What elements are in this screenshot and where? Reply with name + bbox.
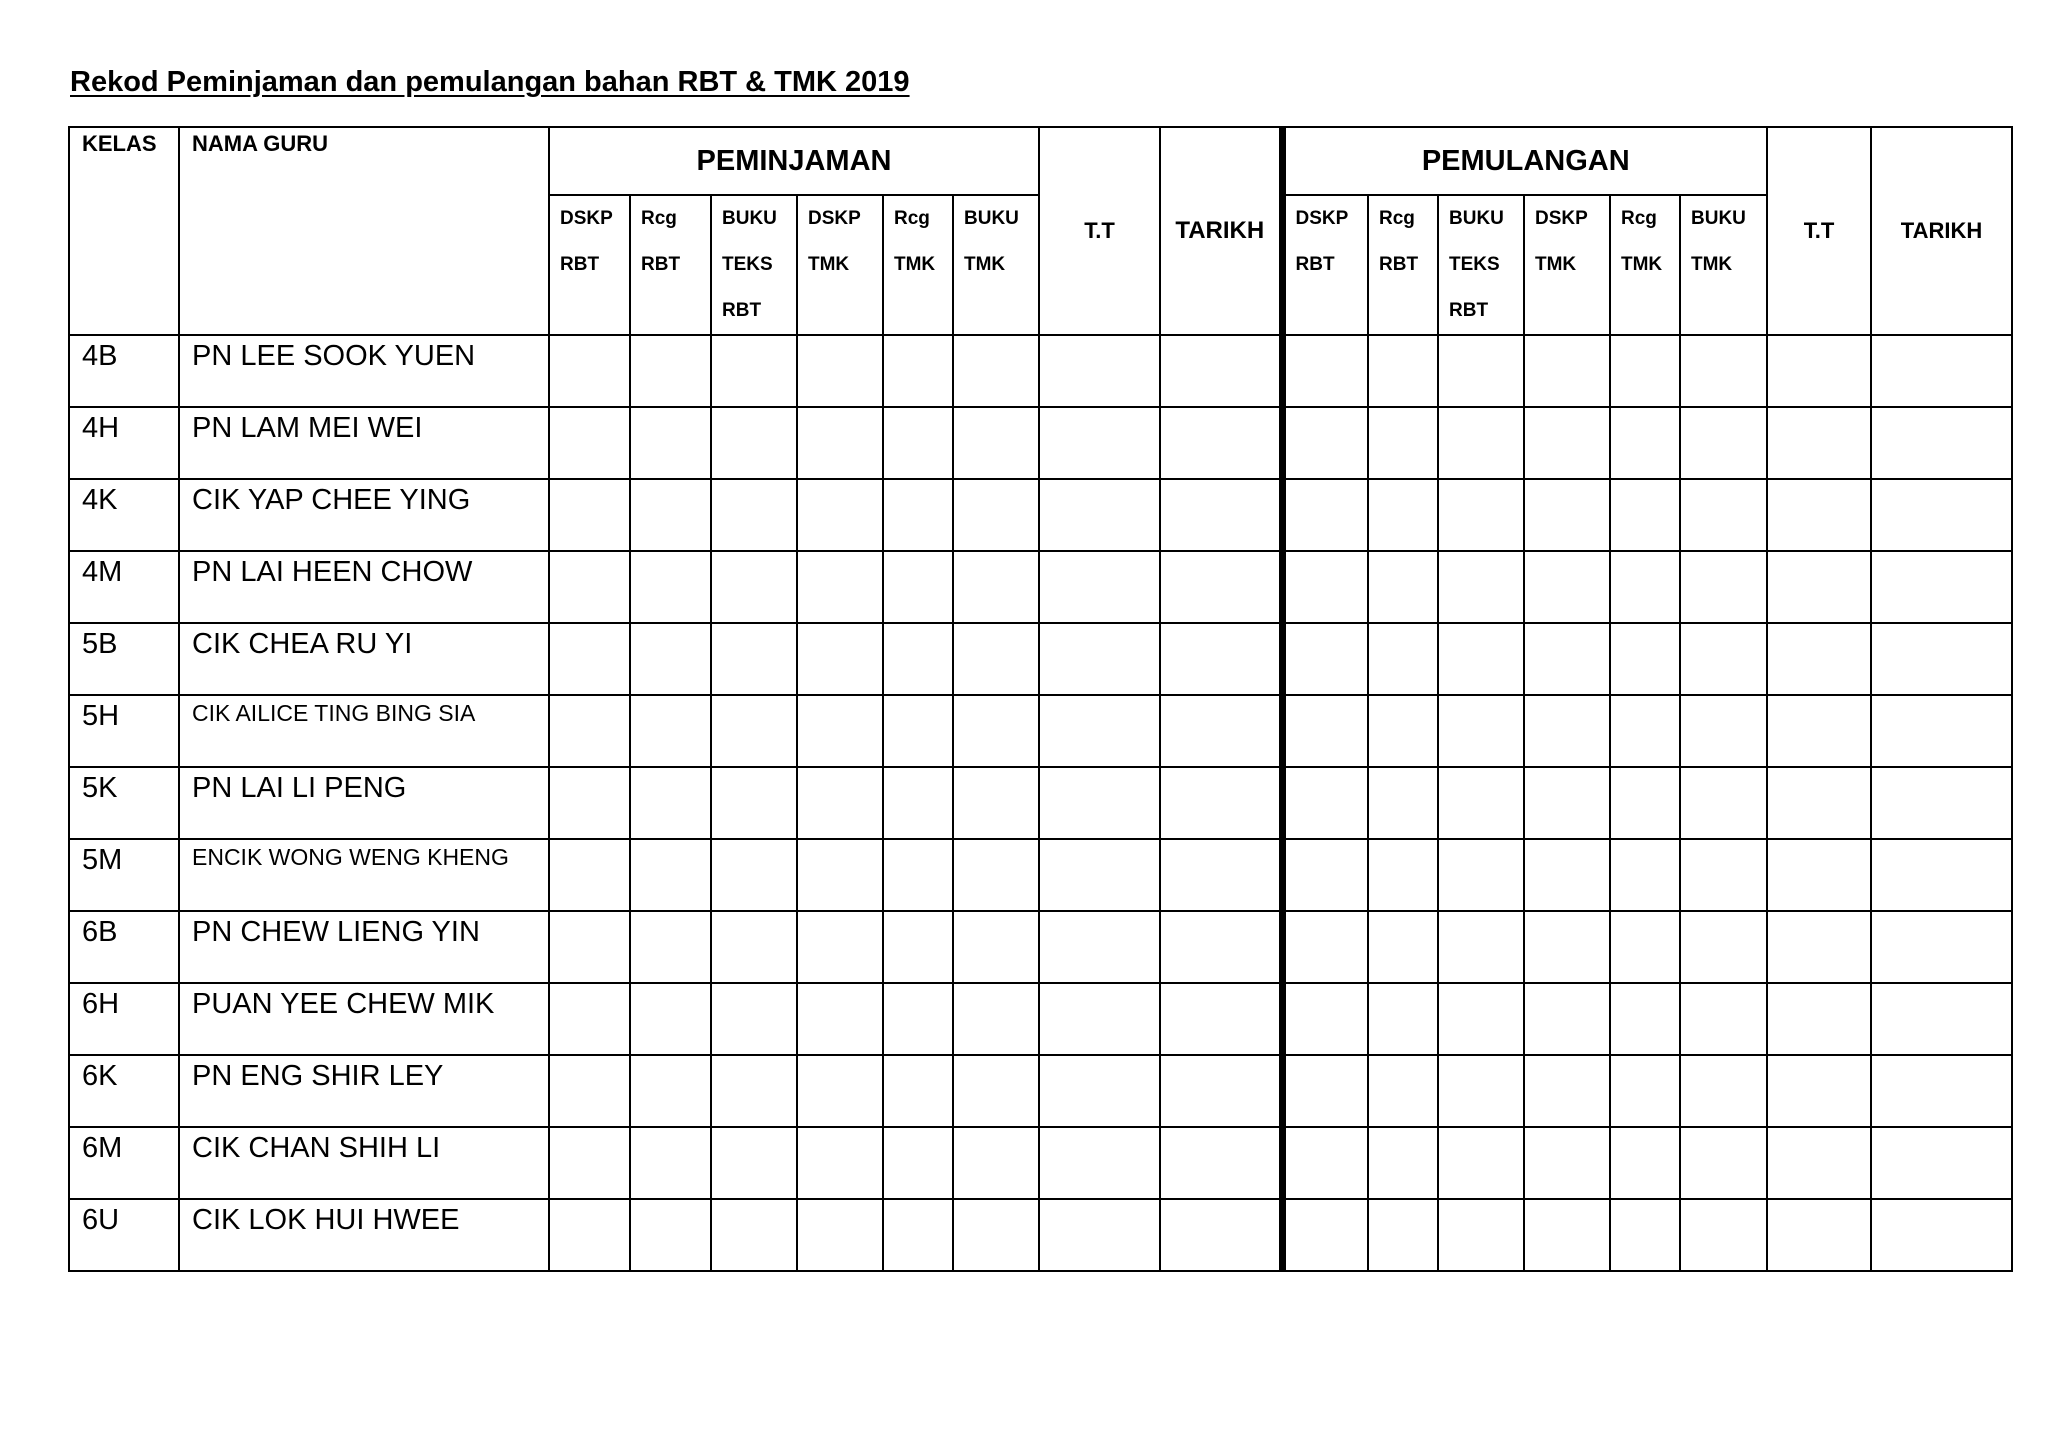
subheader-line: RBT [1449, 300, 1489, 321]
cell-nama-guru: PN LAI LI PENG [179, 767, 549, 839]
cell-entry[interactable] [1524, 839, 1610, 911]
cell-entry[interactable] [711, 695, 797, 767]
cell-entry[interactable] [1438, 1199, 1524, 1271]
cell-kelas: 4K [69, 479, 179, 551]
cell-entry[interactable] [1160, 839, 1282, 911]
subheader-peminjaman-5 [953, 195, 1039, 335]
page-title: Rekod Peminjaman dan pemulangan bahan RBT & TMK 2019 [70, 66, 910, 98]
cell-entry[interactable] [1680, 695, 1767, 767]
cell-entry[interactable] [1767, 551, 1871, 623]
subheader-line: TMK [1621, 254, 1663, 275]
cell-entry[interactable] [1524, 623, 1610, 695]
cell-entry[interactable] [797, 983, 883, 1055]
cell-entry[interactable] [1368, 551, 1438, 623]
cell-nama-guru: PN LEE SOOK YUEN [179, 335, 549, 407]
cell-entry[interactable] [883, 407, 953, 479]
cell-entry[interactable] [1871, 911, 2012, 983]
cell-entry[interactable] [1610, 983, 1680, 1055]
cell-entry[interactable] [549, 335, 630, 407]
cell-nama-guru: PN LAI HEEN CHOW [179, 551, 549, 623]
subheader-line: RBT [1295, 254, 1335, 275]
cell-entry[interactable] [1282, 1199, 1368, 1271]
cell-entry[interactable] [1160, 695, 1282, 767]
subheader-line: TMK [894, 254, 936, 275]
cell-entry[interactable] [1767, 839, 1871, 911]
cell-entry[interactable] [1368, 695, 1438, 767]
cell-entry[interactable] [1524, 479, 1610, 551]
cell-entry[interactable] [549, 911, 630, 983]
cell-entry[interactable] [1610, 479, 1680, 551]
cell-entry[interactable] [1767, 1199, 1871, 1271]
cell-entry[interactable] [797, 551, 883, 623]
cell-entry[interactable] [883, 551, 953, 623]
cell-entry[interactable] [1871, 479, 2012, 551]
cell-entry[interactable] [1871, 407, 2012, 479]
cell-entry[interactable] [630, 839, 711, 911]
cell-nama-guru: PN ENG SHIR LEY [179, 1055, 549, 1127]
cell-entry[interactable] [797, 839, 883, 911]
cell-entry[interactable] [1767, 407, 1871, 479]
subheader-pemulangan-4 [1610, 195, 1680, 335]
table-row [69, 983, 2012, 1055]
subheader-pemulangan-1 [1368, 195, 1438, 335]
cell-nama-guru: CIK YAP CHEE YING [179, 479, 549, 551]
cell-entry[interactable] [630, 1055, 711, 1127]
cell-entry[interactable] [797, 479, 883, 551]
cell-entry[interactable] [1524, 1199, 1610, 1271]
cell-entry[interactable] [1438, 623, 1524, 695]
cell-entry[interactable] [1282, 335, 1368, 407]
cell-entry[interactable] [549, 1055, 630, 1127]
subheader-line: TEKS [722, 254, 773, 275]
cell-entry[interactable] [1160, 407, 1282, 479]
cell-entry[interactable] [1610, 911, 1680, 983]
subheader-line: TEKS [1449, 254, 1500, 275]
cell-entry[interactable] [953, 551, 1039, 623]
header-tt-pemulangan: T.T [1767, 127, 1871, 335]
cell-entry[interactable] [797, 1055, 883, 1127]
subheader-line: BUKU [964, 208, 1019, 229]
subheader-peminjaman-1 [630, 195, 711, 335]
cell-entry[interactable] [1368, 335, 1438, 407]
cell-entry[interactable] [953, 983, 1039, 1055]
cell-nama-guru: CIK CHAN SHIH LI [179, 1127, 549, 1199]
cell-nama-guru: CIK CHEA RU YI [179, 623, 549, 695]
cell-entry[interactable] [1039, 1127, 1160, 1199]
subheader-peminjaman-2 [711, 195, 797, 335]
cell-entry[interactable] [1282, 767, 1368, 839]
cell-entry[interactable] [1767, 479, 1871, 551]
cell-entry[interactable] [1039, 1199, 1160, 1271]
cell-entry[interactable] [953, 1199, 1039, 1271]
table-row [69, 1055, 2012, 1127]
cell-entry[interactable] [630, 479, 711, 551]
cell-kelas: 5B [69, 623, 179, 695]
cell-entry[interactable] [1039, 407, 1160, 479]
cell-entry[interactable] [1680, 335, 1767, 407]
cell-entry[interactable] [953, 911, 1039, 983]
cell-entry[interactable] [630, 623, 711, 695]
cell-entry[interactable] [1680, 911, 1767, 983]
cell-entry[interactable] [953, 1127, 1039, 1199]
cell-entry[interactable] [1680, 623, 1767, 695]
cell-entry[interactable] [883, 1199, 953, 1271]
cell-entry[interactable] [1039, 839, 1160, 911]
cell-entry[interactable] [953, 695, 1039, 767]
cell-entry[interactable] [630, 767, 711, 839]
cell-entry[interactable] [883, 911, 953, 983]
subheader-line: BUKU [722, 208, 777, 229]
cell-kelas: 6K [69, 1055, 179, 1127]
subheader-pemulangan-0 [1282, 195, 1368, 335]
cell-entry[interactable] [1438, 695, 1524, 767]
cell-entry[interactable] [1039, 911, 1160, 983]
cell-entry[interactable] [1282, 839, 1368, 911]
table-row [69, 623, 2012, 695]
cell-entry[interactable] [1610, 407, 1680, 479]
cell-entry[interactable] [1680, 479, 1767, 551]
cell-entry[interactable] [1368, 1199, 1438, 1271]
table-row [69, 407, 2012, 479]
subheader-pemulangan-3 [1524, 195, 1610, 335]
cell-entry[interactable] [1039, 551, 1160, 623]
cell-entry[interactable] [883, 983, 953, 1055]
cell-entry[interactable] [1767, 1055, 1871, 1127]
cell-entry[interactable] [630, 335, 711, 407]
cell-entry[interactable] [1438, 911, 1524, 983]
cell-nama-guru: ENCIK WONG WENG KHENG [179, 839, 549, 911]
cell-entry[interactable] [1767, 623, 1871, 695]
cell-entry[interactable] [1871, 983, 2012, 1055]
cell-entry[interactable] [1160, 335, 1282, 407]
cell-entry[interactable] [549, 479, 630, 551]
subheader-line: DSKP [1295, 208, 1349, 229]
cell-entry[interactable] [1524, 335, 1610, 407]
cell-entry[interactable] [549, 623, 630, 695]
cell-entry[interactable] [883, 335, 953, 407]
cell-entry[interactable] [1871, 623, 2012, 695]
header-pemulangan: PEMULANGAN [1282, 127, 1767, 195]
cell-entry[interactable] [1160, 1055, 1282, 1127]
cell-nama-guru: CIK LOK HUI HWEE [179, 1199, 549, 1271]
table-row [69, 839, 2012, 911]
cell-entry[interactable] [1160, 1199, 1282, 1271]
subheader-line: RBT [560, 254, 600, 275]
cell-entry[interactable] [1610, 767, 1680, 839]
cell-entry[interactable] [883, 1055, 953, 1127]
cell-entry[interactable] [549, 407, 630, 479]
header-tt-peminjaman: T.T [1039, 127, 1160, 335]
cell-entry[interactable] [1438, 407, 1524, 479]
subheader-peminjaman-3 [797, 195, 883, 335]
cell-entry[interactable] [1767, 1127, 1871, 1199]
cell-kelas: 5K [69, 767, 179, 839]
cell-entry[interactable] [1368, 1127, 1438, 1199]
cell-entry[interactable] [1039, 623, 1160, 695]
cell-entry[interactable] [1610, 1127, 1680, 1199]
subheader-pemulangan-5 [1680, 195, 1767, 335]
cell-entry[interactable] [1039, 479, 1160, 551]
cell-entry[interactable] [1680, 407, 1767, 479]
subheader-line: Rcg [1621, 208, 1657, 229]
subheader-peminjaman-0 [549, 195, 630, 335]
header-nama-guru: NAMA GURU [179, 127, 549, 335]
table-row [69, 1199, 2012, 1271]
cell-entry[interactable] [711, 407, 797, 479]
cell-entry[interactable] [797, 1127, 883, 1199]
cell-kelas: 4M [69, 551, 179, 623]
cell-entry[interactable] [1871, 335, 2012, 407]
cell-entry[interactable] [1610, 695, 1680, 767]
cell-entry[interactable] [797, 335, 883, 407]
cell-entry[interactable] [711, 335, 797, 407]
cell-entry[interactable] [953, 479, 1039, 551]
cell-entry[interactable] [1438, 839, 1524, 911]
cell-entry[interactable] [1610, 335, 1680, 407]
cell-entry[interactable] [797, 695, 883, 767]
cell-entry[interactable] [1871, 767, 2012, 839]
cell-entry[interactable] [711, 839, 797, 911]
cell-entry[interactable] [1368, 911, 1438, 983]
cell-entry[interactable] [630, 551, 711, 623]
cell-entry[interactable] [1160, 983, 1282, 1055]
cell-nama-guru: CIK AILICE TING BING SIA [179, 695, 549, 767]
cell-kelas: 4H [69, 407, 179, 479]
cell-entry[interactable] [1438, 983, 1524, 1055]
subheader-pemulangan-2 [1438, 195, 1524, 335]
cell-entry[interactable] [1368, 767, 1438, 839]
cell-entry[interactable] [1160, 1127, 1282, 1199]
record-table [68, 126, 2013, 1272]
cell-entry[interactable] [549, 1127, 630, 1199]
cell-entry[interactable] [630, 1127, 711, 1199]
cell-entry[interactable] [1524, 1127, 1610, 1199]
cell-entry[interactable] [1610, 1055, 1680, 1127]
cell-entry[interactable] [711, 1055, 797, 1127]
cell-entry[interactable] [1282, 983, 1368, 1055]
cell-entry[interactable] [1524, 983, 1610, 1055]
cell-entry[interactable] [953, 839, 1039, 911]
cell-entry[interactable] [1160, 551, 1282, 623]
cell-entry[interactable] [1524, 911, 1610, 983]
cell-entry[interactable] [1282, 551, 1368, 623]
cell-entry[interactable] [549, 983, 630, 1055]
cell-entry[interactable] [1438, 479, 1524, 551]
subheader-line: DSKP [560, 208, 613, 229]
table-row [69, 695, 2012, 767]
cell-entry[interactable] [711, 767, 797, 839]
cell-entry[interactable] [953, 767, 1039, 839]
cell-entry[interactable] [1524, 551, 1610, 623]
cell-entry[interactable] [630, 911, 711, 983]
cell-entry[interactable] [549, 551, 630, 623]
subheader-line: TMK [1691, 254, 1733, 275]
header-kelas: KELAS [69, 127, 179, 335]
cell-entry[interactable] [883, 479, 953, 551]
cell-entry[interactable] [630, 695, 711, 767]
cell-entry[interactable] [953, 1055, 1039, 1127]
subheader-line: Rcg [894, 208, 930, 229]
subheader-line: TMK [964, 254, 1006, 275]
subheader-line: Rcg [1379, 208, 1415, 229]
subheader-line: DSKP [808, 208, 861, 229]
cell-entry[interactable] [1160, 911, 1282, 983]
cell-entry[interactable] [549, 1199, 630, 1271]
cell-entry[interactable] [883, 1127, 953, 1199]
header-tarikh-peminjaman: TARIKH [1160, 127, 1282, 335]
cell-entry[interactable] [549, 767, 630, 839]
cell-entry[interactable] [711, 1199, 797, 1271]
cell-entry[interactable] [953, 623, 1039, 695]
cell-entry[interactable] [630, 983, 711, 1055]
cell-entry[interactable] [1160, 479, 1282, 551]
cell-entry[interactable] [630, 1199, 711, 1271]
cell-entry[interactable] [1767, 767, 1871, 839]
cell-entry[interactable] [1610, 1199, 1680, 1271]
cell-entry[interactable] [711, 911, 797, 983]
cell-entry[interactable] [1767, 335, 1871, 407]
cell-entry[interactable] [1871, 839, 2012, 911]
cell-entry[interactable] [1524, 767, 1610, 839]
header-row-1 [69, 127, 2012, 195]
subheader-line: TMK [1535, 254, 1577, 275]
cell-entry[interactable] [1282, 911, 1368, 983]
cell-entry[interactable] [1368, 839, 1438, 911]
cell-entry[interactable] [1039, 695, 1160, 767]
cell-entry[interactable] [1871, 1199, 2012, 1271]
subheader-line: RBT [1379, 254, 1419, 275]
subheader-peminjaman-4 [883, 195, 953, 335]
cell-entry[interactable] [883, 623, 953, 695]
cell-entry[interactable] [797, 767, 883, 839]
cell-entry[interactable] [953, 335, 1039, 407]
cell-entry[interactable] [1282, 623, 1368, 695]
cell-entry[interactable] [711, 479, 797, 551]
cell-entry[interactable] [1039, 335, 1160, 407]
cell-kelas: 6H [69, 983, 179, 1055]
cell-entry[interactable] [1524, 1055, 1610, 1127]
cell-kelas: 6M [69, 1127, 179, 1199]
cell-entry[interactable] [883, 839, 953, 911]
cell-entry[interactable] [1282, 479, 1368, 551]
cell-entry[interactable] [1871, 1055, 2012, 1127]
cell-entry[interactable] [711, 983, 797, 1055]
cell-entry[interactable] [797, 623, 883, 695]
table-row [69, 911, 2012, 983]
cell-entry[interactable] [1282, 1055, 1368, 1127]
cell-entry[interactable] [797, 1199, 883, 1271]
cell-entry[interactable] [1610, 623, 1680, 695]
cell-entry[interactable] [1039, 1055, 1160, 1127]
cell-entry[interactable] [1871, 551, 2012, 623]
subheader-line: RBT [641, 254, 681, 275]
cell-entry[interactable] [1438, 1055, 1524, 1127]
cell-kelas: 5M [69, 839, 179, 911]
cell-entry[interactable] [711, 1127, 797, 1199]
cell-entry[interactable] [1368, 623, 1438, 695]
table-row [69, 1127, 2012, 1199]
cell-entry[interactable] [1368, 1055, 1438, 1127]
cell-entry[interactable] [1438, 1127, 1524, 1199]
cell-entry[interactable] [1438, 767, 1524, 839]
header-tarikh-pemulangan: TARIKH [1871, 127, 2012, 335]
cell-entry[interactable] [1610, 839, 1680, 911]
cell-entry[interactable] [1160, 623, 1282, 695]
cell-entry[interactable] [1610, 551, 1680, 623]
cell-entry[interactable] [1680, 551, 1767, 623]
cell-entry[interactable] [1160, 767, 1282, 839]
cell-entry[interactable] [883, 767, 953, 839]
cell-entry[interactable] [711, 551, 797, 623]
subheader-line: BUKU [1691, 208, 1746, 229]
cell-entry[interactable] [1039, 983, 1160, 1055]
cell-entry[interactable] [711, 623, 797, 695]
cell-nama-guru: PUAN YEE CHEW MIK [179, 983, 549, 1055]
cell-entry[interactable] [1680, 1199, 1767, 1271]
subheader-line: DSKP [1535, 208, 1588, 229]
cell-entry[interactable] [1368, 407, 1438, 479]
cell-entry[interactable] [1039, 767, 1160, 839]
cell-entry[interactable] [630, 407, 711, 479]
cell-entry[interactable] [1680, 1127, 1767, 1199]
cell-kelas: 4B [69, 335, 179, 407]
subheader-line: TMK [808, 254, 850, 275]
cell-entry[interactable] [953, 407, 1039, 479]
cell-entry[interactable] [1680, 1055, 1767, 1127]
cell-entry[interactable] [1524, 407, 1610, 479]
cell-entry[interactable] [1767, 695, 1871, 767]
cell-nama-guru: PN LAM MEI WEI [179, 407, 549, 479]
table-row [69, 767, 2012, 839]
cell-entry[interactable] [549, 695, 630, 767]
cell-entry[interactable] [1282, 695, 1368, 767]
cell-entry[interactable] [1368, 983, 1438, 1055]
cell-kelas: 6B [69, 911, 179, 983]
cell-entry[interactable] [1767, 983, 1871, 1055]
cell-entry[interactable] [797, 407, 883, 479]
cell-entry[interactable] [1680, 839, 1767, 911]
cell-entry[interactable] [1680, 767, 1767, 839]
cell-entry[interactable] [1871, 1127, 2012, 1199]
cell-entry[interactable] [1282, 407, 1368, 479]
cell-nama-guru: PN CHEW LIENG YIN [179, 911, 549, 983]
cell-entry[interactable] [1438, 335, 1524, 407]
cell-entry[interactable] [1524, 695, 1610, 767]
table-row [69, 479, 2012, 551]
cell-entry[interactable] [1368, 479, 1438, 551]
cell-entry[interactable] [549, 839, 630, 911]
cell-kelas: 5H [69, 695, 179, 767]
cell-entry[interactable] [1767, 911, 1871, 983]
cell-entry[interactable] [1871, 695, 2012, 767]
cell-kelas: 6U [69, 1199, 179, 1271]
table-row [69, 551, 2012, 623]
subheader-line: Rcg [641, 208, 677, 229]
subheader-line: BUKU [1449, 208, 1504, 229]
cell-entry[interactable] [883, 695, 953, 767]
cell-entry[interactable] [1438, 551, 1524, 623]
cell-entry[interactable] [1680, 983, 1767, 1055]
header-peminjaman: PEMINJAMAN [549, 127, 1039, 195]
cell-entry[interactable] [1282, 1127, 1368, 1199]
cell-entry[interactable] [797, 911, 883, 983]
table-row [69, 335, 2012, 407]
subheader-line: RBT [722, 300, 762, 321]
